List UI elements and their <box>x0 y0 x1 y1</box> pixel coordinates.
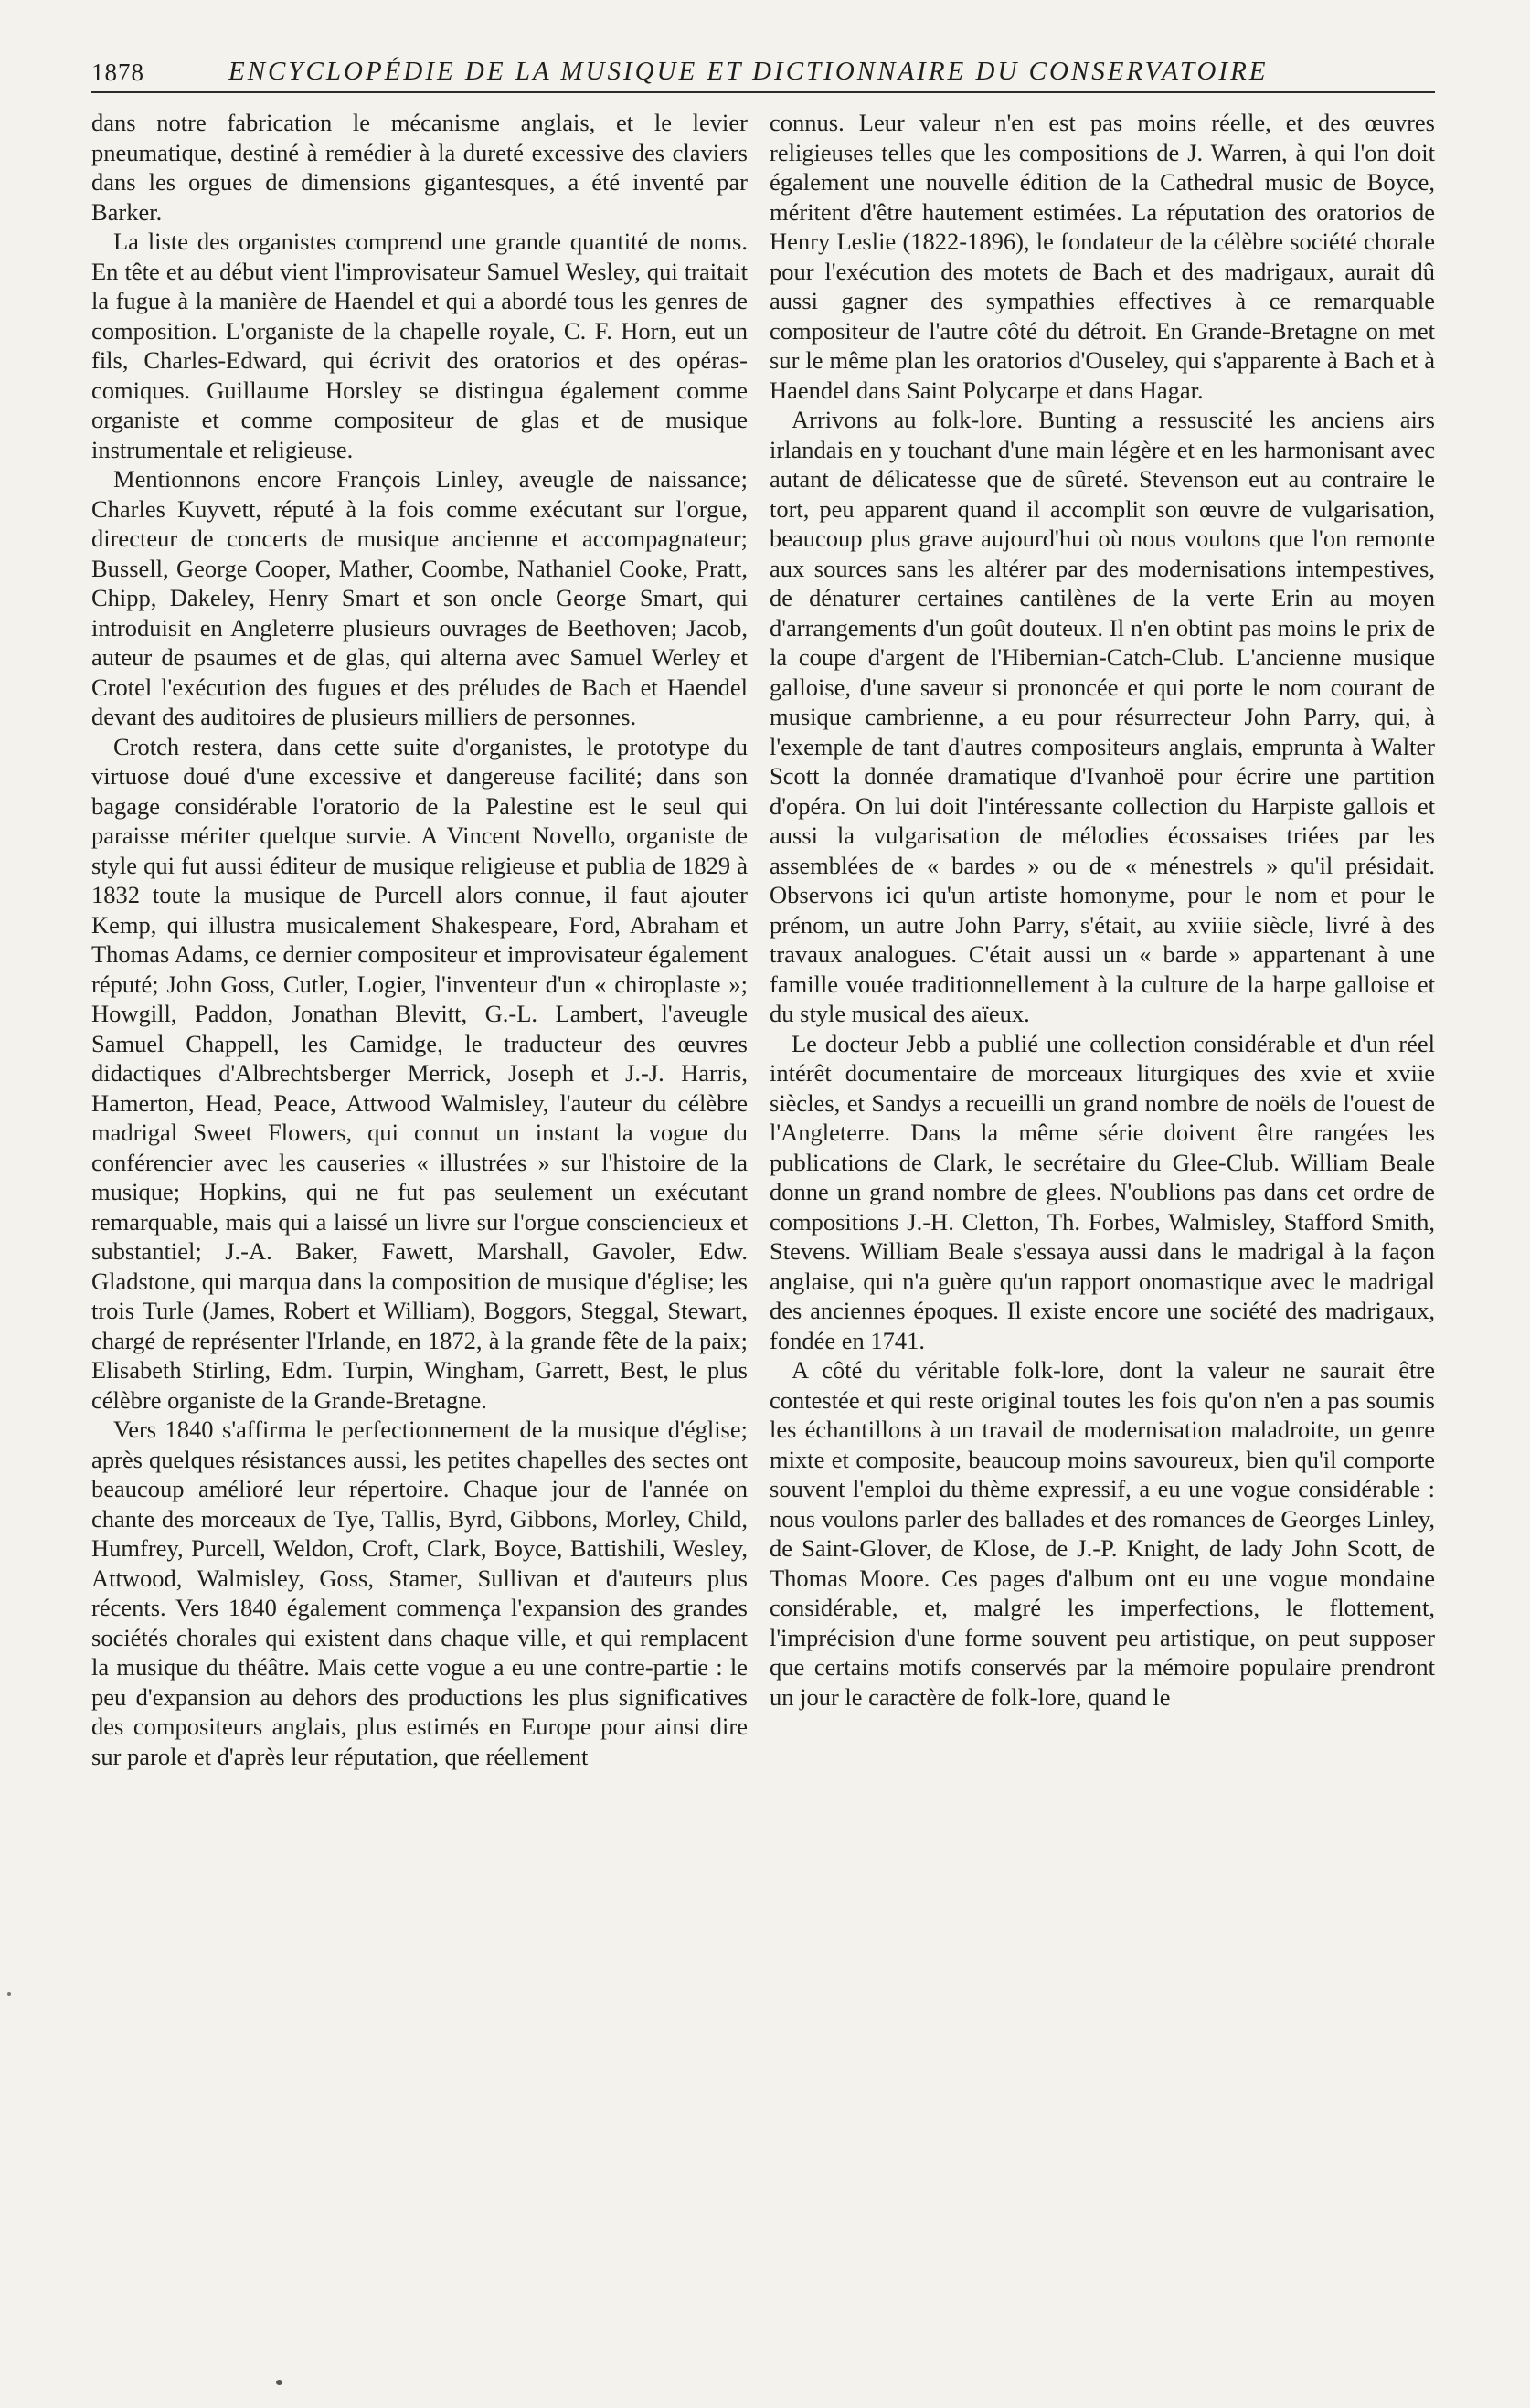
page-number: 1878 <box>91 58 144 86</box>
paragraph: Mentionnons encore François Linley, aveugle de naissance; Charles Kuyvett, réputé à la fois comme exécutant sur l'orgue, directeur de concerts de musique ancienne et accompagnateur; Bussell, George Cooper, Mather, Coombe, Nathaniel Cooke, Pratt, Chipp, Dakeley, Henry Smart et son oncle George Smart, qui introduisit en Angleterre plusieurs ouvrages de Beethoven; Jacob, auteur de psaumes et de glas, qui alterna avec Samuel Werley et Crotel l'exécution des fugues et des préludes de Bach et Haendel devant des auditoires de plusieurs milliers de personnes. <box>91 465 748 730</box>
print-speck <box>276 2380 282 2385</box>
page-header <box>91 55 1435 93</box>
print-speck <box>7 1992 11 1996</box>
paragraph: La liste des organistes comprend une grande quantité de noms. En tête et au début vient l'improvisateur Samuel Wesley, qui traitait la fugue à la manière de Haendel et qui a abordé tous les genres de composition. L'organiste de la chapelle royale, C. F. Horn, eut un fils, Charles-Edward, qui écrivit des oratorios et des opéras-comiques. Guillaume Horsley se distingua également comme organiste et comme compositeur de glas et de musique instrumentale et religieuse. <box>91 228 748 463</box>
paragraph: Vers 1840 s'affirma le perfectionnement de la musique d'église; après quelques résistances aussi, les petites chapelles des sectes ont beaucoup amélioré leur répertoire. Chaque jour de l'année on chante des morceaux de Tye, Tallis, Byrd, Gibbons, Morley, Child, Humfrey, Purcell, Weldon, Croft, Clark, Boyce, Battishili, Wesley, Attwood, Walmisley, Goss, Stamer, Sullivan et d'auteurs plus récents. Vers 1840 également commença l'expansion des grandes sociétés chorales qui existent dans chaque ville, et qui remplacent la musique du théâtre. Mais cette vogue a eu une contre-partie : le peu d'expansion au dehors des productions les plus significatives des compositeurs anglais, plus estimés en Europe pour ainsi dire sur parole et d'après leur réputation, que réellement <box>91 1416 748 1770</box>
paragraph: A côté du véritable folk-lore, dont la valeur ne saurait être contestée et qui reste original toutes les fois qu'on n'en a pas soumis les échantillons à un travail de modernisation maladroite, un genre mixte et composite, beaucoup moins savoureux, bien qu'il comporte souvent l'emploi du thème expressif, a eu une vogue considérable : nous voulons parler des ballades et des romances de Georges Linley, de Saint-Glover, de Klose, de J.-P. Knight, de lady John Scott, de Thomas Moore. Ces pages d'album ont eu une vogue mondaine considérable, et, malgré les imperfections, le flottement, l'imprécision d'une forme souvent peu artistique, on peut supposer que certains motifs conservés par la mémoire populaire prendront un jour le caractère de folk-lore, quand le <box>770 1356 1435 1711</box>
right-column <box>770 108 1435 2338</box>
paragraph: dans notre fabrication le mécanisme anglais, et le levier pneumatique, destiné à remédier à la dureté excessive des claviers dans les orgues de dimensions gigantesques, a été inventé par Barker. <box>91 109 748 226</box>
paragraph: connus. Leur valeur n'en est pas moins réelle, et des œuvres religieuses telles que les compositions de J. Warren, à qui l'on doit également une nouvelle édition de la Cathedral music de Boyce, méritent d'être hautement estimées. La réputation des oratorios de Henry Leslie (1822-1896), le fondateur de la célèbre société chorale pour l'exécution des motets de Bach et des madrigaux, aurait dû aussi gagner des sympathies effectives à ce remarquable compositeur de l'autre côté du détroit. En Grande-Bretagne on met sur le même plan les oratorios d'Ouseley, qui s'apparente à Bach et à Haendel dans Saint Polycarpe et dans Hagar. <box>770 109 1435 404</box>
paragraph: Crotch restera, dans cette suite d'organistes, le prototype du virtuose doué d'une excessive et dangereuse facilité; dans son bagage considérable l'oratorio de la Palestine est le seul qui paraisse mériter quelque survie. A Vincent Novello, organiste de style qui fut aussi éditeur de musique religieuse et publia de 1829 à 1832 toute la musique de Purcell alors connue, il faut ajouter Kemp, qui illustra musicalement Shakespeare, Ford, Abraham et Thomas Adams, ce dernier compositeur et improvisateur également réputé; John Goss, Cutler, Logier, l'inventeur d'un « chiroplaste »; Howgill, Paddon, Jonathan Blevitt, G.-L. Lambert, l'aveugle Samuel Chappell, les Camidge, le traducteur des œuvres didactiques d'Albrechtsberger Merrick, Joseph et J.-J. Harris, Hamerton, Head, Peace, Attwood Walmisley, l'auteur du célèbre madrigal Sweet Flowers, qui connut un instant la vogue du conférencier avec les causeries « illustrées » sur l'histoire de la musique; Hopkins, qui ne fut pas seulement un exécutant remarquable, mais qui a laissé un livre sur l'orgue consciencieux et substantiel; J.-A. Baker, Fawett, Marshall, Gavoler, Edw. Gladstone, qui marqua dans la composition de musique d'église; les trois Turle (James, Robert et William), Boggors, Steggal, Stewart, chargé de représenter l'Irlande, en 1872, à la grande fête de la paix; Elisabeth Stirling, Edm. Turpin, Wingham, Garrett, Best, le plus célèbre organiste de la Grande-Bretagne. <box>91 732 748 1414</box>
paragraph: Arrivons au folk-lore. Bunting a ressuscité les anciens airs irlandais en y touchant d'une main légère et en les harmonisant avec autant de délicatesse que de sûreté. Stevenson eut au contraire le tort, peu apparent quand il accomplit son œuvre de vulgarisation, beaucoup plus grave aujourd'hui où nous voulons que l'on remonte aux sources sans les altérer par des modernisations intempestives, de dénaturer certaines cantilènes de la verte Erin au moyen d'arrangements d'un goût douteux. Il n'en obtint pas moins le prix de la coupe d'argent de l'Hibernian-Catch-Club. L'ancienne musique galloise, d'une saveur si prononcée et qui porte le nom courant de musique cambrienne, a eu pour résurrecteur John Parry, qui, à l'exemple de tant d'autres compositeurs anglais, emprunta à Walter Scott la donnée dramatique d'Ivanhoë pour écrire une partition d'opéra. On lui doit l'intéressante collection du Harpiste gallois et aussi la vulgarisation de mélodies écossaises triées par les assemblées de « bardes » ou de « ménestrels » qu'il présidait. Observons ici qu'un artiste homonyme, pour le nom et pour le prénom, un autre John Parry, s'était, au xviiie siècle, livré à des travaux analogues. C'était aussi un « barde » appartenant à une famille vouée traditionnellement à la culture de la harpe galloise et du style musical des aïeux. <box>770 406 1435 1027</box>
paragraph: Le docteur Jebb a publié une collection considérable et d'un réel intérêt documentaire de morceaux liturgiques des xvie et xviie siècles, et Sandys a recueilli un grand nombre de noëls de l'ouest de l'Angleterre. Dans la même série doivent être rangées les publications de Clark, le secrétaire du Glee-Club. William Beale donne un grand nombre de glees. N'oublions pas dans cet ordre de compositions J.-H. Cletton, Th. Forbes, Walmisley, Stafford Smith, Stevens. William Beale s'essaya aussi dans le madrigal à la façon anglaise, qui n'a guère qu'un rapport onomastique avec le madrigal des anciennes époques. Il existe encore une société des madrigaux, fondée en 1741. <box>770 1029 1435 1354</box>
left-column <box>91 108 748 2338</box>
running-title: ENCYCLOPÉDIE DE LA MUSIQUE ET DICTIONNAIRE DU CONSERVATOIRE <box>228 57 1269 86</box>
